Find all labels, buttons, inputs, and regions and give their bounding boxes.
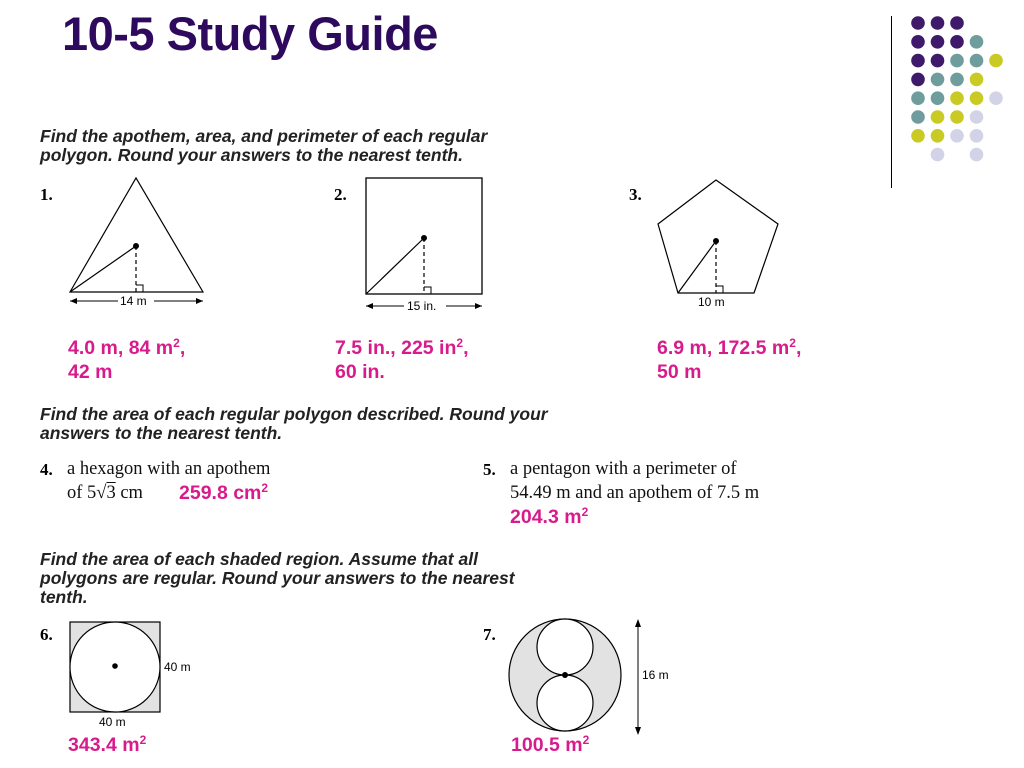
square-with-circle-icon [66, 618, 216, 733]
decorative-dot [931, 91, 945, 105]
decorative-dot [970, 129, 984, 143]
problem4-number: 4. [40, 460, 53, 479]
problem5-number: 5. [483, 460, 496, 479]
decorative-dot [931, 16, 945, 30]
problem3-answer: 6.9 m, 172.5 $m^2$, 50 m [657, 336, 802, 383]
decorative-dot [970, 91, 984, 105]
decorative-dot [911, 73, 925, 87]
problem5-answer: 204.3 $m^2$ [510, 505, 589, 528]
problem6-side-label: 40 m [164, 660, 191, 674]
pentagon-icon [648, 172, 788, 312]
square-icon [358, 172, 493, 317]
page-title: 10-5 Study Guide [62, 7, 438, 60]
circle-with-two-circles-icon [505, 615, 690, 740]
decorative-dot [911, 54, 925, 68]
problem1-side-label: 14 m [120, 294, 147, 308]
decorative-dot [911, 16, 925, 30]
decorative-dot [911, 110, 925, 124]
decorative-dot [931, 110, 945, 124]
decorative-dot [970, 148, 984, 162]
decorative-dot [950, 54, 964, 68]
decorative-dot [911, 35, 925, 49]
decorative-dot [950, 16, 964, 30]
decorative-dot [931, 129, 945, 143]
decorative-dot [970, 110, 984, 124]
decorative-dot [950, 91, 964, 105]
decorative-dot [931, 54, 945, 68]
decorative-dot [911, 129, 925, 143]
problem5-text: a pentagon with a perimeter of 54.49 m and an apothem of 7.5 m [510, 459, 760, 503]
section1-instruction [40, 127, 487, 165]
problem4-answer: 259.8 $cm^2$ [179, 481, 269, 504]
decorative-dot [950, 73, 964, 87]
section1-instruction-line1: Find the apothem, area, and perimeter of each regular [40, 126, 488, 146]
problem2-answer: 7.5 in., 225 $in^2$, 60 in. [335, 336, 469, 383]
problem7-number: 7. [483, 625, 496, 644]
problem4-text: a hexagon with an apothem of 5√3 cm [67, 459, 271, 503]
decorative-dot [950, 110, 964, 124]
decorative-dot [950, 35, 964, 49]
decorative-dot [931, 73, 945, 87]
problem6-answer: 343.4 $m^2$ [68, 733, 147, 756]
problem2-side-label: 15 in. [407, 299, 437, 313]
problem6-bottom-label: 40 m [99, 715, 126, 729]
triangle-icon [60, 170, 220, 315]
decorative-dot [931, 148, 945, 162]
problem7-answer: 100.5 $m^2$ [511, 733, 590, 756]
problem3-number: 3. [629, 185, 642, 204]
section2-instruction [40, 405, 548, 443]
problem2-number: 2. [334, 185, 347, 204]
section3-instruction-line2: polygons are regular. Round your answers to the nearest [40, 568, 515, 588]
section3-instruction-line3: tenth. [40, 587, 88, 607]
problem3-side-label: 10 m [698, 295, 725, 309]
section3-instruction [40, 550, 515, 607]
decorative-dot [970, 54, 984, 68]
problem1-answer: 4.0 m, 84 $m^2$, 42 m [68, 336, 186, 383]
decorative-dot [989, 91, 1003, 105]
section1-instruction-line2: polygon. Round your answers to the nearest tenth. [40, 145, 463, 165]
section2-instruction-line1: Find the area of each regular polygon described. Round your [40, 404, 548, 424]
section3-instruction-line1: Find the area of each shaded region. Assume that all [40, 549, 478, 569]
problem6-number: 6. [40, 625, 53, 644]
decorative-dot [970, 73, 984, 87]
decorative-dot [911, 91, 925, 105]
decorative-dot [931, 35, 945, 49]
decorative-dot [970, 35, 984, 49]
problem7-height-label: 16 m [642, 668, 669, 682]
decorative-dot [989, 54, 1003, 68]
problem1-number: 1. [40, 185, 53, 204]
decorative-dot [950, 129, 964, 143]
section2-instruction-line2: answers to the nearest tenth. [40, 423, 283, 443]
